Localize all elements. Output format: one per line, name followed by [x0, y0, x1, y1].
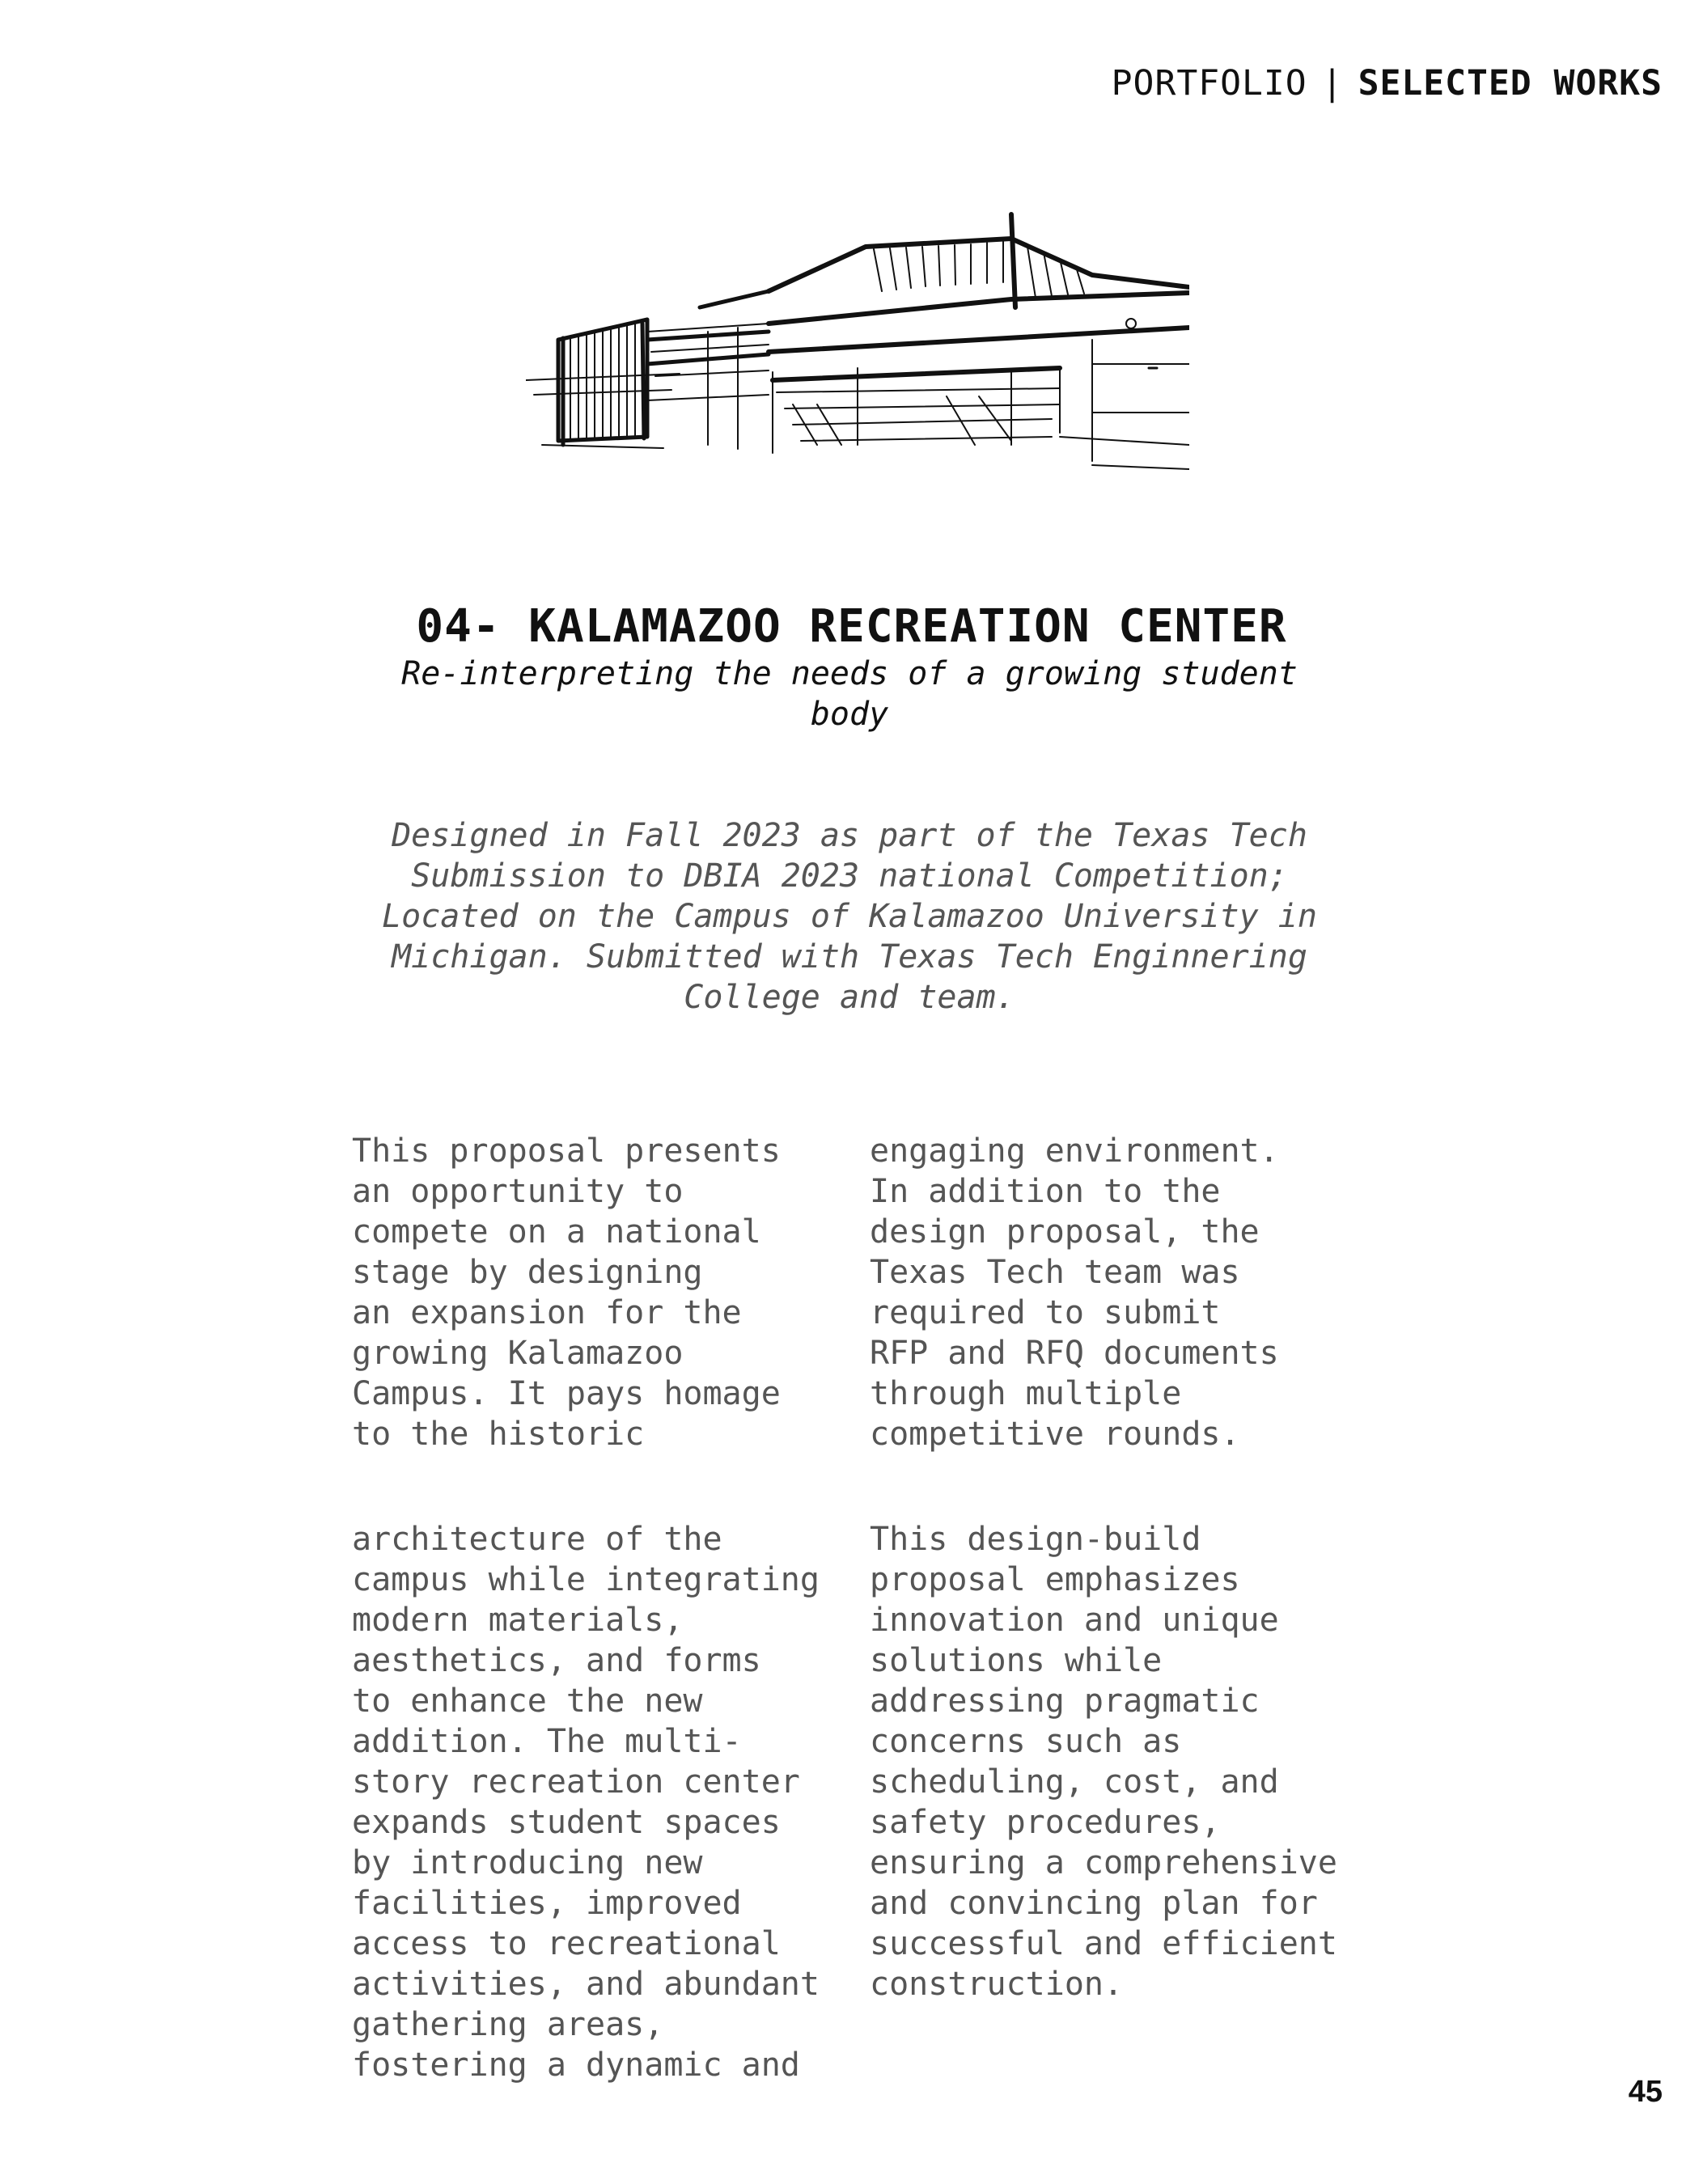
header-section: PORTFOLIO: [1111, 63, 1307, 104]
body-column-2: engaging environment. In addition to the design proposal, the Texas Tech team was required to submit RFP and RFQ documents through multiple competitive rounds.: [870, 1132, 1279, 1453]
project-intro: Designed in Fall 2023 as part of the Texas Tech Submission to DBIA 2023 national Competition; Located on the Campus of Kalamazoo University in Michigan. Submitted with Texas Tech Enginnering College and team.: [382, 817, 1317, 1016]
body-column-3: architecture of the campus while integrating modern materials, aesthetics, and forms to enhance the new addition. The multi- story recreation center expands student spaces by introducing new facilities, improved access to recreational activities, and abundant gathering areas, fostering a dynamic and: [352, 1521, 820, 2084]
page-number: 45: [1628, 2075, 1663, 2109]
page-header: [1112, 63, 1663, 104]
header-separator: |: [1321, 63, 1344, 104]
body-column-4: This design-build proposal emphasizes innovation and unique solutions while addressing pragmatic concerns such as scheduling, cost, and safety procedures, ensuring a comprehensive and convincing plan for successful and efficient construction.: [870, 1521, 1337, 2003]
project-subtitle: Re-interpreting the needs of a growing student body: [401, 655, 1298, 733]
body-column-1: This proposal presents an opportunity to compete on a national stage by designing an expansion for the growing Kalamazoo Campus. It pays homage to the historic: [352, 1132, 781, 1453]
project-title: 04- KALAMAZOO RECREATION CENTER: [416, 600, 1287, 653]
header-title: SELECTED WORKS: [1358, 63, 1663, 104]
building-sketch-illustration: [526, 202, 1189, 477]
